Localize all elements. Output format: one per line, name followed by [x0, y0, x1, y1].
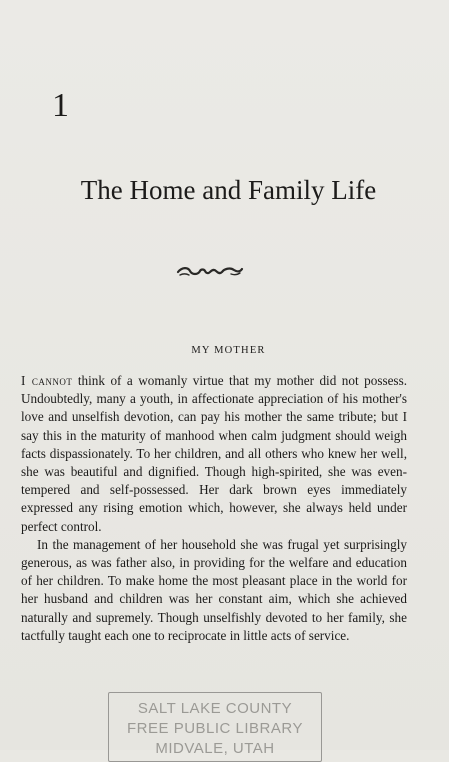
chapter-title: The Home and Family Life [80, 175, 377, 205]
stamp-line-1: SALT LAKE COUNTY [137, 700, 293, 717]
paragraph-1-lead: I cannot [21, 373, 73, 388]
body-text [21, 372, 407, 645]
paragraph-1-text: think of a womanly virtue that my mother did not possess. Undoubtedly, many a youth, in affectionate appreciation of his mother's love and unselfish devotion, can pay his mother the same tribute; but I say this in the maturity of manhood when calm judgment should weigh facts dispassionately. To her children, and all others who knew her well, she was beautiful and dignified. Though high-spirited, she was even-tempered and self-possessed. Her dark brown eyes immediately expressed any rising emotion which, however, she always held under perfect control. [21, 373, 407, 534]
section-heading: MY MOTHER [191, 345, 266, 356]
ornament-icon [174, 263, 246, 279]
stamp-line-2: FREE PUBLIC LIBRARY [127, 720, 303, 737]
chapter-number: 1 [52, 87, 69, 124]
paragraph-2: In the management of her household she was frugal yet surprisingly generous, as was father also, in providing for the welfare and education of her children. To make home the most pleasant place in the world for her husband and children was her constant aim, which she achieved naturally and supremely. Though unselfishly devoted to her family, she tactfully taught each one to reciprocate in little acts of service. [21, 536, 407, 643]
stamp-line-3: MIDVALE, UTAH [155, 740, 275, 757]
library-stamp [108, 692, 322, 762]
paragraph-1 [21, 372, 407, 536]
